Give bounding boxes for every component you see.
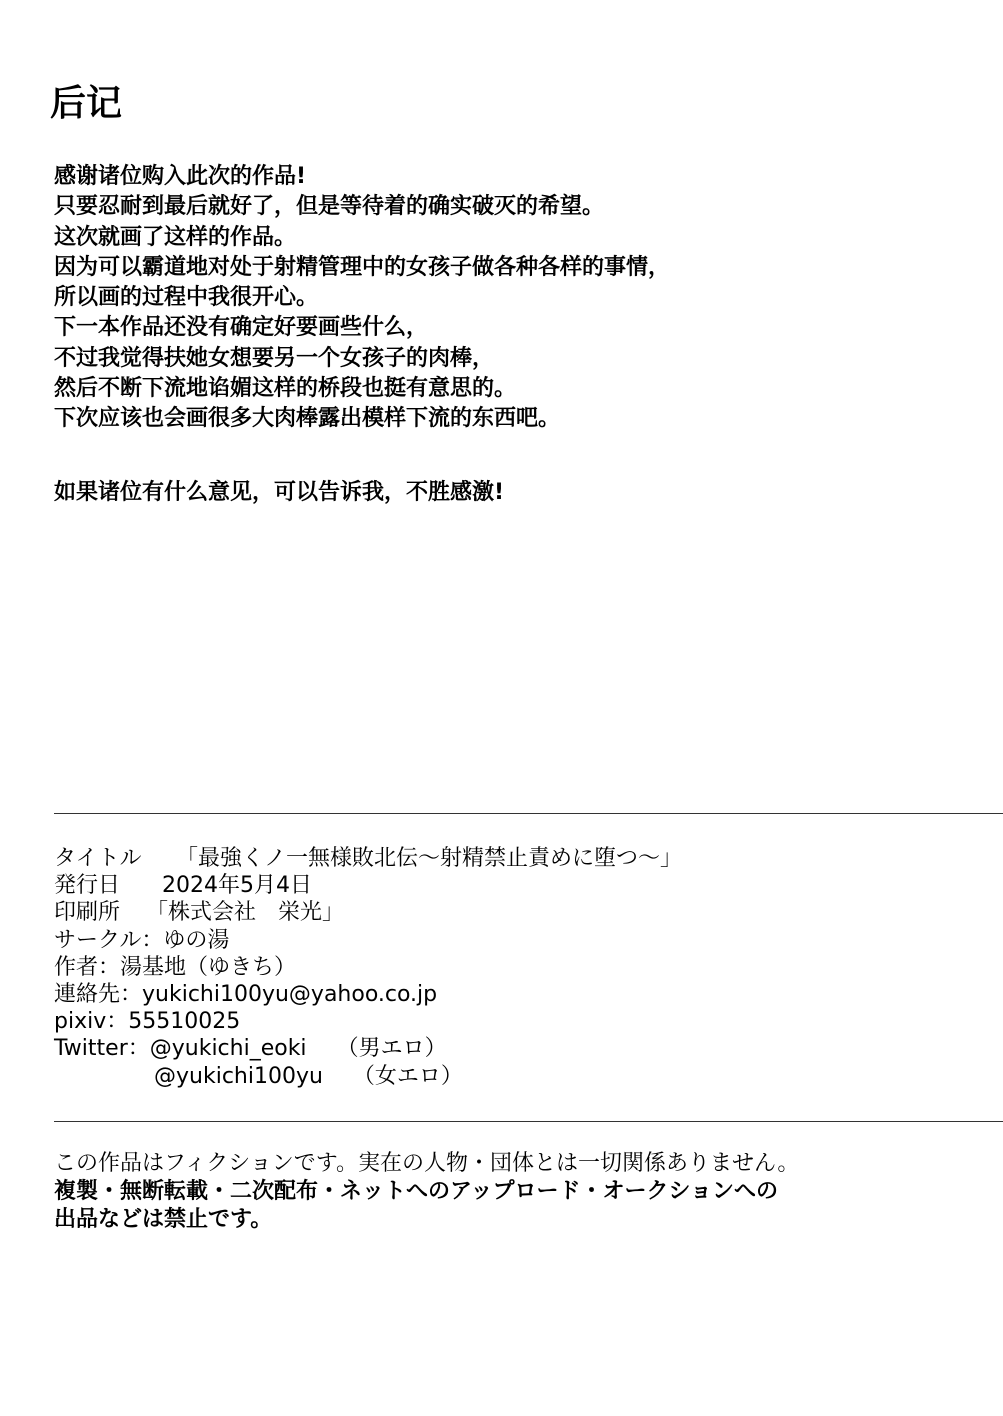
afterword-line: 下次应该也会画很多大肉棒露出模样下流的东西吧。 xyxy=(54,406,561,432)
colophon-twitter-row-2 xyxy=(54,1063,994,1090)
printer-value: 「株式会社 栄光」 xyxy=(146,900,345,926)
afterword-line: 只要忍耐到最后就好了，但是等待着的确实破灭的希望。 xyxy=(54,194,605,220)
page-title: 后记 xyxy=(50,83,123,124)
afterword-closing: 如果诸位有什么意见，可以告诉我，不胜感激! xyxy=(54,479,505,505)
afterword-line: 然后不断下流地谄媚这样的桥段也挺有意思的。 xyxy=(54,376,517,402)
disclaimer xyxy=(54,1150,994,1234)
afterword-line: 不过我觉得扶她女想要另一个女孩子的肉棒， xyxy=(54,345,495,371)
colophon-contact: 連絡先：yukichi100yu@yahoo.co.jp xyxy=(54,981,438,1007)
disclaimer-line: 複製・無断転載・二次配布・ネットへのアップロード・オークションへの xyxy=(54,1179,779,1204)
afterword-line: 所以画的过程中我很开心。 xyxy=(54,285,319,311)
title-value: 「最強くノ一無様敗北伝〜射精禁止責めに堕つ〜」 xyxy=(176,846,683,871)
date-value: 2024年5月4日 xyxy=(162,873,312,899)
afterword-line: 下一本作品还没有确定好要画些什么， xyxy=(54,315,429,341)
afterword-body xyxy=(54,162,994,508)
afterword-line: 这次就画了这样的作品。 xyxy=(54,224,297,250)
colophon-printer-row xyxy=(54,899,994,926)
twitter-handle-2: @yukichi100yu xyxy=(154,1063,323,1089)
colophon-twitter-row-1 xyxy=(54,1035,994,1062)
colophon xyxy=(54,845,994,1090)
colophon-title-row xyxy=(54,845,994,872)
colophon-circle: サークル：ゆの湯 xyxy=(54,927,230,953)
printer-label: 印刷所 xyxy=(54,900,121,926)
twitter-handle-1: Twitter：@yukichi_eoki xyxy=(54,1036,307,1062)
divider-bottom xyxy=(54,1121,1003,1122)
date-label: 発行日 xyxy=(54,873,121,899)
colophon-pixiv: pixiv：55510025 xyxy=(54,1009,241,1035)
divider-top xyxy=(54,813,1003,814)
title-label: タイトル xyxy=(54,846,142,871)
afterword-line: 因为可以霸道地对处于射精管理中的女孩子做各种各样的事情， xyxy=(54,254,671,280)
colophon-author: 作者：湯基地（ゆきち） xyxy=(54,954,297,980)
twitter-note-2: （女エロ） xyxy=(352,1063,463,1089)
colophon-date-row xyxy=(54,872,994,899)
afterword-line: 感谢诸位购入此次的作品! xyxy=(54,164,307,189)
twitter-note-1: （男エロ） xyxy=(336,1036,447,1062)
disclaimer-line: この作品はフィクションです。実在の人物・団体とは一切関係ありません。 xyxy=(54,1151,800,1176)
disclaimer-line: 出品などは禁止です。 xyxy=(54,1207,273,1232)
